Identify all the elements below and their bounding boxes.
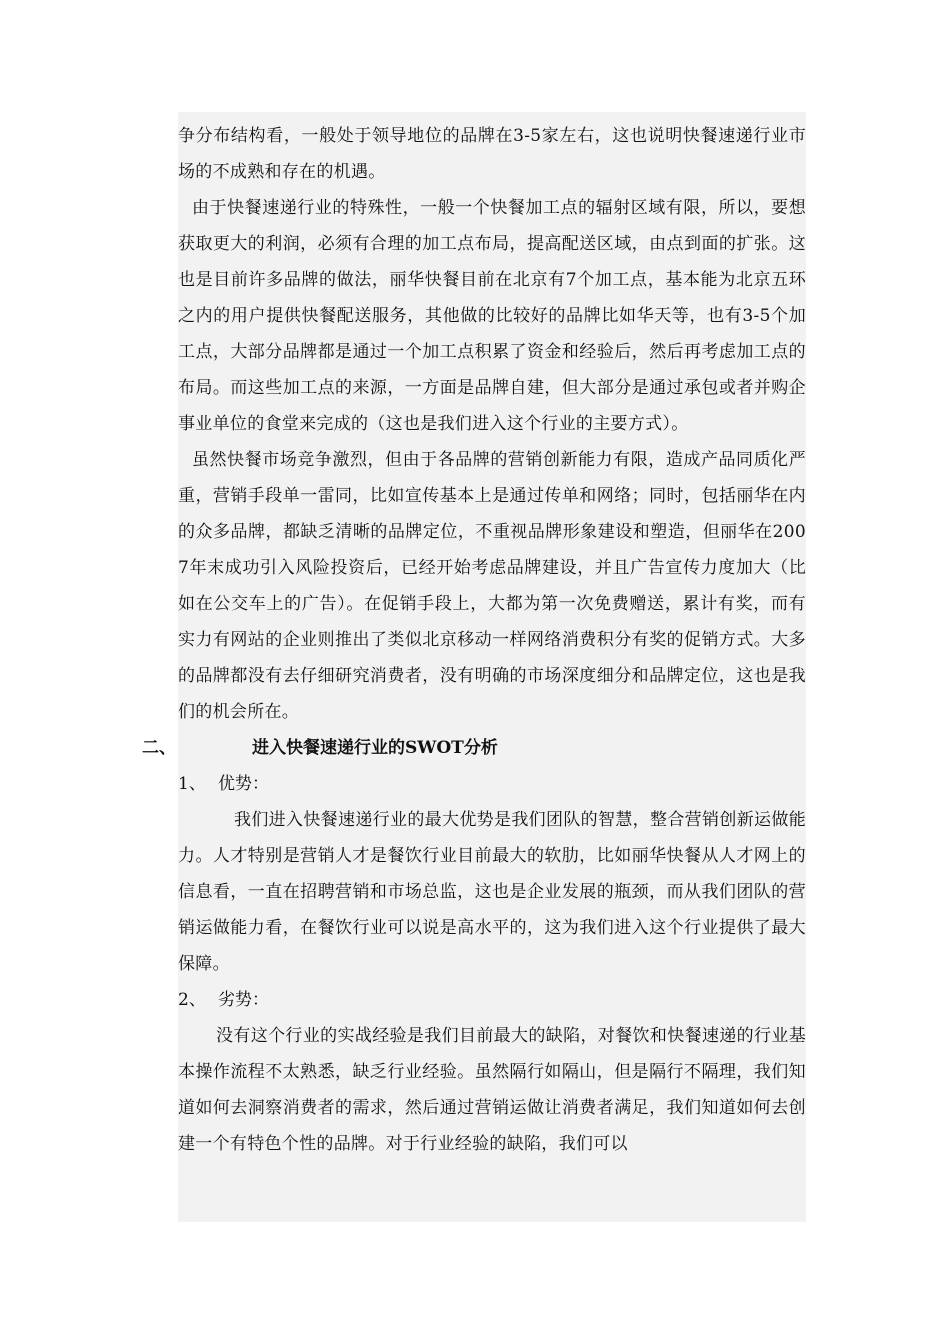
paragraph-processing-points: 由于快餐速递行业的特殊性，一般一个快餐加工点的辐射区域有限，所以，要想获取更大的利润，必须有合理的加工点布局，提高配送区域，由点到面的扩张。这也是目前许多品牌的做法，丽华快餐目前在北京有7个加工点，基本能为北京五环之内的用户提供快餐配送服务，其他做的比较好的品牌比如华天等，也有3-5个加工点，大部分品牌都是通过一个加工点积累了资金和经验后，然后再考虑加工点的布局。而这些加工点的来源，一方面是品牌自建，但大部分是通过承包或者并购企事业单位的食堂来完成的（这也是我们进入这个行业的主要方式）。 bbox=[178, 198, 806, 434]
strengths-number: 1、 bbox=[178, 774, 206, 794]
section-heading bbox=[142, 730, 806, 766]
paragraph-weaknesses: 没有这个行业的实战经验是我们目前最大的缺陷，对餐饮和快餐速递的行业基本操作流程不太熟悉，缺乏行业经验。虽然隔行如隔山，但是隔行不隔理，我们知道如何去洞察消费者的需求，然后通过营销运做让消费者满足，我们知道如何去创建一个有特色个性的品牌。对于行业经验的缺陷，我们可以 bbox=[178, 1026, 806, 1154]
weaknesses-number: 2、 bbox=[178, 990, 206, 1010]
section-number: 二、 bbox=[142, 738, 176, 758]
section-title: 进入快餐速递行业的SWOT分析 bbox=[252, 738, 498, 758]
document-body bbox=[142, 118, 806, 1162]
paragraph-market-structure: 争分布结构看，一般处于领导地位的品牌在3-5家左右，这也说明快餐速递行业市场的不成熟和存在的机遇。 bbox=[178, 126, 806, 182]
paragraph-strengths: 我们进入快餐速递行业的最大优势是我们团队的智慧，整合营销创新运做能力。人才特别是营销人才是餐饮行业目前最大的软肋，比如丽华快餐从人才网上的信息看，一直在招聘营销和市场总监，这也是企业发展的瓶颈，而从我们团队的营销运做能力看，在餐饮行业可以说是高水平的，这为我们进入这个行业提供了最大保障。 bbox=[178, 810, 806, 974]
weaknesses-label: 劣势： bbox=[218, 990, 269, 1010]
subheading-weaknesses bbox=[178, 982, 806, 1018]
subheading-strengths bbox=[178, 766, 806, 802]
strengths-label: 优势： bbox=[218, 774, 269, 794]
paragraph-competition: 虽然快餐市场竞争激烈，但由于各品牌的营销创新能力有限，造成产品同质化严重，营销手段单一雷同，比如宣传基本上是通过传单和网络；同时，包括丽华在内的众多品牌，都缺乏清晰的品牌定位，不重视品牌形象建设和塑造，但丽华在2007年末成功引入风险投资后，已经开始考虑品牌建设，并且广告宣传力度加大（比如在公交车上的广告）。在促销手段上，大都为第一次免费赠送，累计有奖，而有实力有网站的企业则推出了类似北京移动一样网络消费积分有奖的促销方式。大多的品牌都没有去仔细研究消费者，没有明确的市场深度细分和品牌定位，这也是我们的机会所在。 bbox=[178, 450, 806, 722]
